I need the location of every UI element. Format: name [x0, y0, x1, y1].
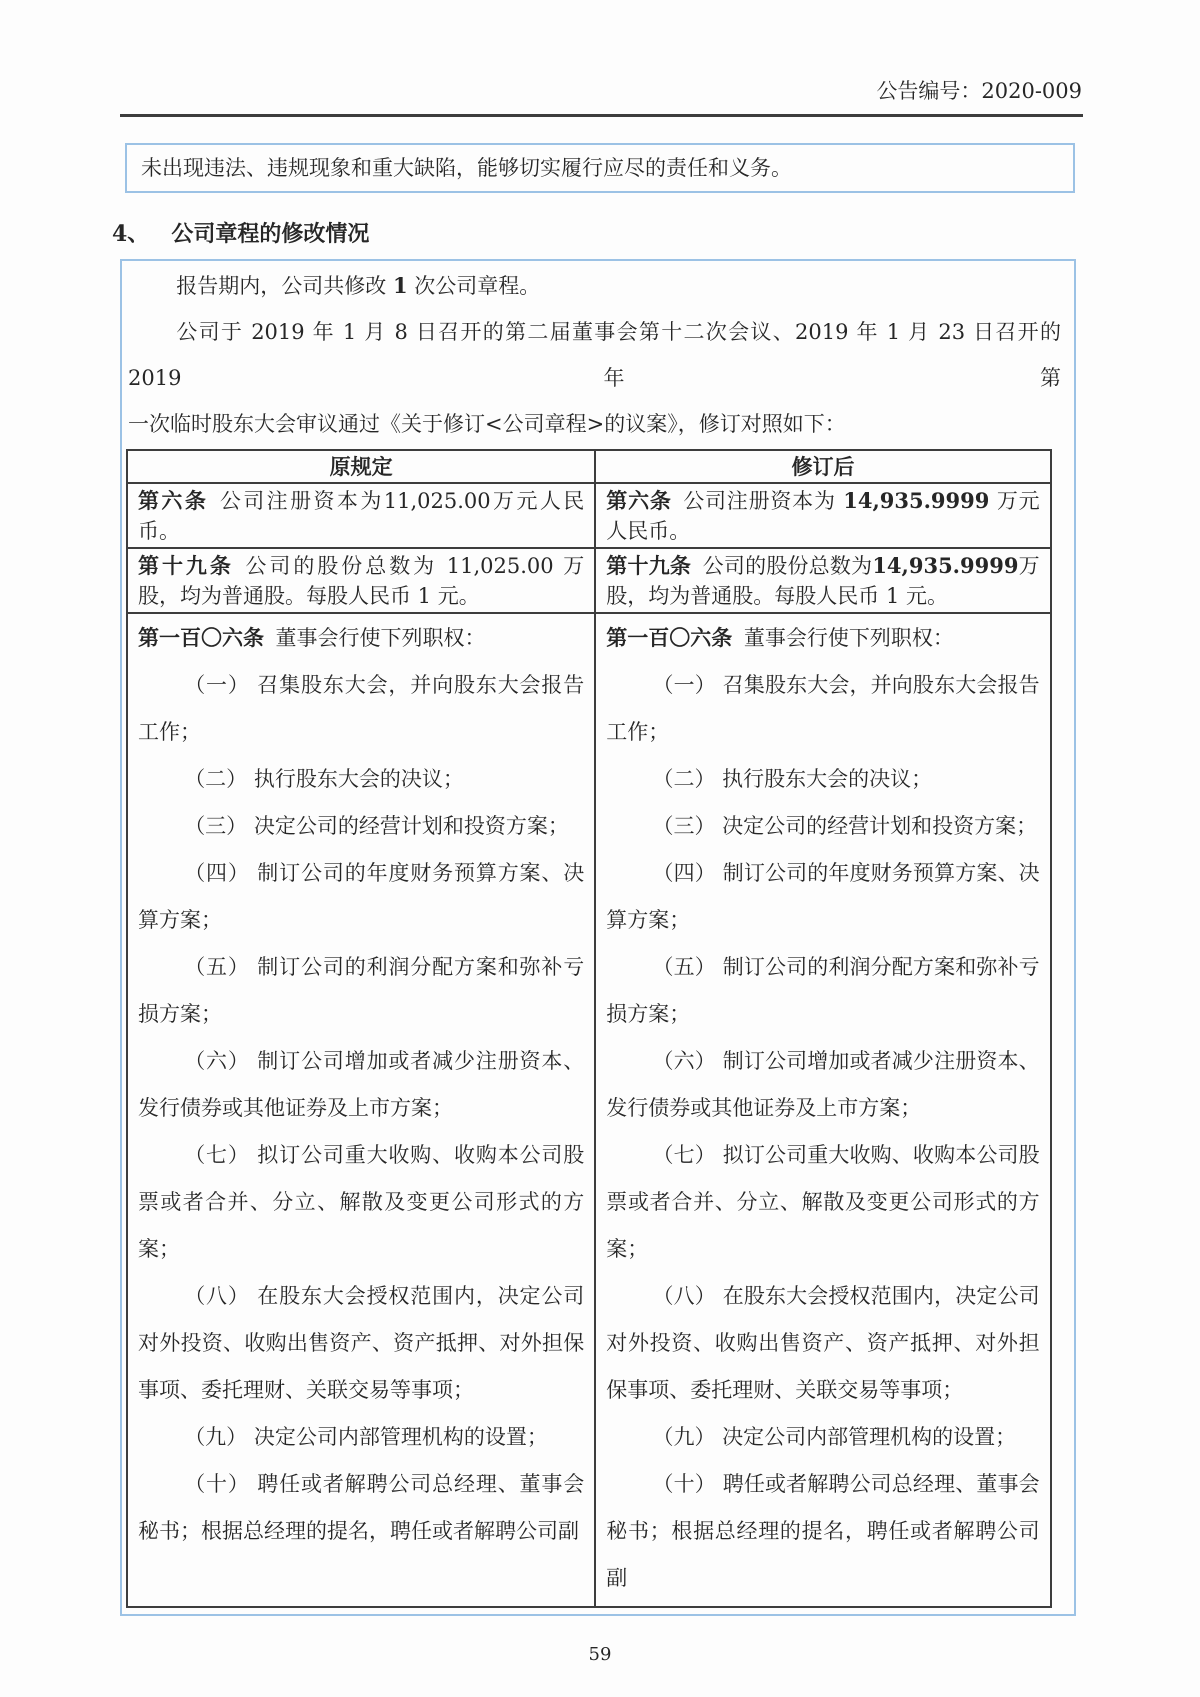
power-item-1: （一） 召集股东大会，并向股东大会报告工作； [138, 673, 585, 744]
power-item-6: （六） 制订公司增加或者减少注册资本、发行债券或其他证券及上市方案； [138, 1049, 585, 1120]
power-item-2: （二） 执行股东大会的决议； [652, 767, 933, 791]
cell-article19-revised [595, 548, 1050, 613]
article-term: 第六条 [138, 488, 209, 513]
section-content-box [120, 259, 1076, 1616]
power-item-3: （三） 决定公司的经营计划和投资方案； [652, 814, 1038, 838]
table-row-article6 [127, 483, 1051, 548]
page-number: 59 [588, 1644, 612, 1665]
cell-article6-original [127, 483, 595, 548]
section-title: 公司章程的修改情况 [171, 221, 370, 247]
power-item-10: （十） 聘任或者解聘公司总经理、董事会秘书；根据总经理的提名，聘任或者解聘公司副 [606, 1472, 1040, 1590]
notice-text: 未出现违法、违规现象和重大缺陷，能够切实履行应尽的责任和义务。 [141, 156, 792, 180]
paragraph-meeting-line2: 一次临时股东大会审议通过《关于修订<公司章程>的议案》，修订对照如下： [128, 412, 846, 436]
column-header-original: 原规定 [127, 450, 595, 483]
table-row-article19 [127, 548, 1051, 613]
cell-article19-original [127, 548, 595, 613]
section-heading [112, 218, 1200, 250]
revision-count-value: 1 [392, 273, 408, 298]
power-item-1: （一） 召集股东大会，并向股东大会报告工作； [606, 673, 1040, 744]
power-item-5: （五） 制订公司的利润分配方案和弥补亏损方案； [138, 955, 585, 1026]
article-text: 公司注册资本为11,025.00万元人民币。 [138, 489, 585, 543]
paragraph-revision-count [128, 263, 1061, 309]
article-term: 第十九条 [606, 553, 692, 578]
revised-amount: 14,935.9999 [843, 488, 990, 513]
article-text: 公司的股份总数为 [702, 554, 873, 578]
header-divider [120, 114, 1083, 117]
power-item-6: （六） 制订公司增加或者减少注册资本、发行债券或其他证券及上市方案； [606, 1049, 1040, 1120]
article-lead: 董事会行使下列职权： [275, 626, 486, 650]
cell-article106-revised [595, 613, 1050, 1607]
power-item-5: （五） 制订公司的利润分配方案和弥补亏损方案； [606, 955, 1040, 1026]
article-term: 第一百〇六条 [138, 625, 264, 650]
power-item-9: （九） 决定公司内部管理机构的设置； [652, 1425, 1017, 1449]
article-lead: 董事会行使下列职权： [743, 626, 954, 650]
article-text: 万元人民币。 [606, 489, 1040, 543]
section-number: 4、 [112, 221, 150, 247]
article-text: 万股，均为普通股。每股人民币 1 元。 [606, 554, 1040, 608]
article-term: 第一百〇六条 [606, 625, 733, 650]
power-item-8: （八） 在股东大会授权范围内，决定公司对外投资、收购出售资产、资产抵押、对外担保事项、委托理财、关联交易等事项； [606, 1284, 1040, 1402]
table-header-row [127, 450, 1051, 483]
article-text: 公司注册资本为 [683, 489, 844, 513]
document-header [0, 0, 1200, 106]
power-item-7: （七） 拟订公司重大收购、收购本公司股票或者合并、分立、解散及变更公司形式的方案； [606, 1143, 1040, 1261]
announcement-number: 公告编号：2020-009 [876, 79, 1082, 103]
notice-box [125, 143, 1075, 193]
power-item-2: （二） 执行股东大会的决议； [184, 767, 464, 791]
column-header-revised: 修订后 [595, 450, 1050, 483]
revision-count-suffix: 次公司章程。 [407, 274, 541, 298]
revision-count-prefix: 报告期内，公司共修改 [176, 274, 393, 298]
cell-article6-revised [595, 483, 1050, 548]
article-term: 第十九条 [138, 553, 234, 578]
power-item-8: （八） 在股东大会授权范围内，决定公司对外投资、收购出售资产、资产抵押、对外担保事项、委托理财、关联交易等事项； [138, 1284, 585, 1402]
power-item-3: （三） 决定公司的经营计划和投资方案； [184, 814, 569, 838]
cell-article106-original [127, 613, 595, 1607]
power-item-10: （十） 聘任或者解聘公司总经理、董事会秘书；根据总经理的提名，聘任或者解聘公司副 [138, 1472, 585, 1543]
paragraph-meeting-line1: 公司于 2019 年 1 月 8 日召开的第二届董事会第十二次会议、2019 年 1 月 23 日召开的 2019 年第 [128, 320, 1061, 390]
power-item-7: （七） 拟订公司重大收购、收购本公司股票或者合并、分立、解散及变更公司形式的方案； [138, 1143, 585, 1261]
article-term: 第六条 [606, 488, 672, 513]
revised-amount: 14,935.9999 [872, 553, 1019, 578]
table-row-article106 [127, 613, 1051, 1607]
revision-comparison-table [126, 449, 1052, 1608]
power-item-4: （四） 制订公司的年度财务预算方案、决算方案； [138, 861, 585, 932]
power-item-9: （九） 决定公司内部管理机构的设置； [184, 1425, 548, 1449]
power-item-4: （四） 制订公司的年度财务预算方案、决算方案； [606, 861, 1040, 932]
article-text: 公司的股份总数为 11,025.00 万股，均为普通股。每股人民币 1 元。 [138, 554, 585, 608]
